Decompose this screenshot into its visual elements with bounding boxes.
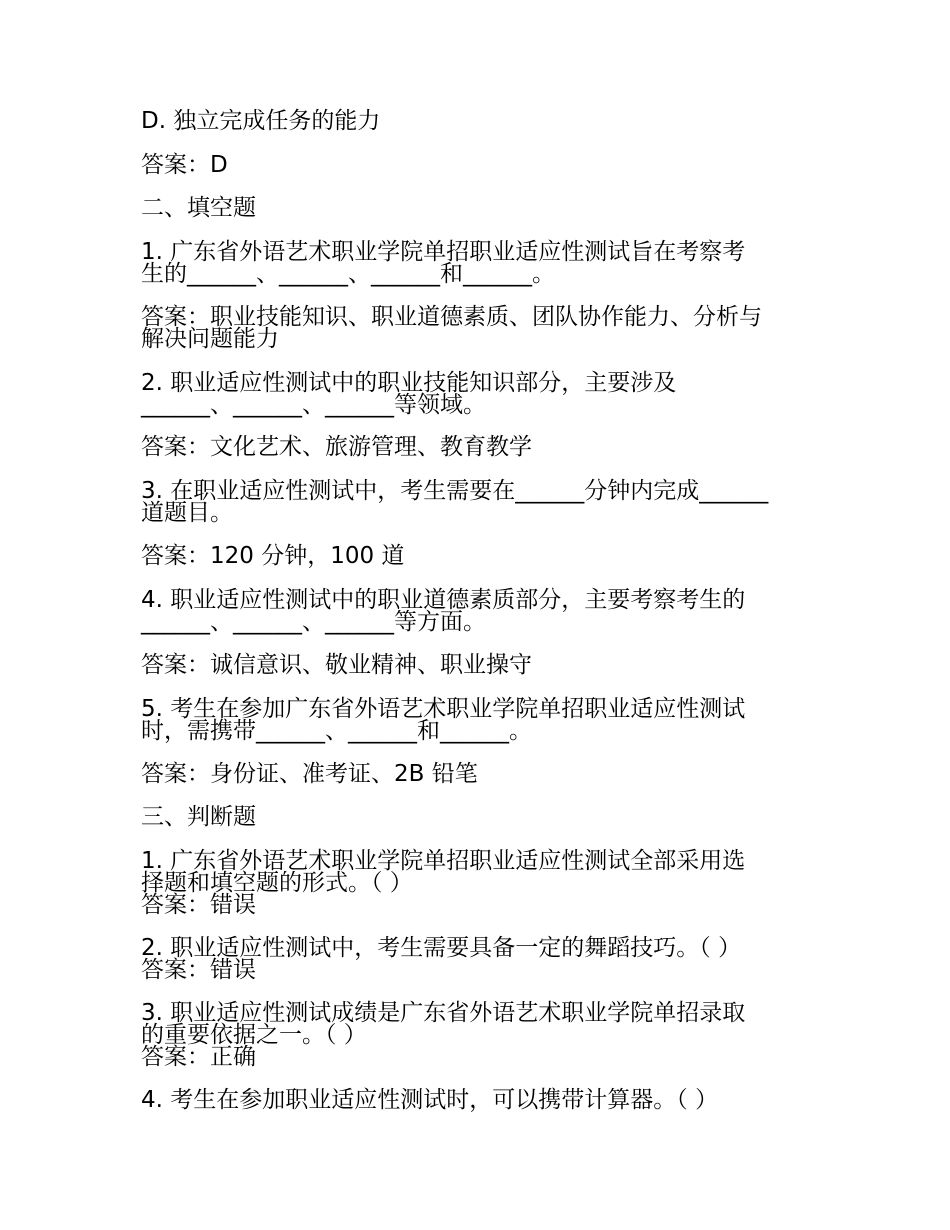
option-d-line: D. 独立完成任务的能力 bbox=[141, 108, 381, 134]
question-fill-2-line-1: 2. 职业适应性测试中的职业技能知识部分，主要涉及 bbox=[141, 370, 677, 396]
answer-fill-5: 答案：身份证、准考证、2B 铅笔 bbox=[141, 761, 478, 787]
question-tf-1-line-1: 1. 广东省外语艺术职业学院单招职业适应性测试全部采用选 bbox=[141, 848, 746, 874]
section-heading-fill-blank: 二、填空题 bbox=[141, 195, 256, 221]
question-fill-5-line-1: 5. 考生在参加广东省外语艺术职业学院单招职业适应性测试 bbox=[141, 696, 746, 722]
question-fill-4-line-1: 4. 职业适应性测试中的职业道德素质部分，主要考察考生的 bbox=[141, 587, 746, 613]
question-tf-4: 4. 考生在参加职业适应性测试时，可以携带计算器。（ ） bbox=[141, 1087, 719, 1113]
answer-tf-1: 答案：错误 bbox=[141, 892, 256, 918]
section-heading-true-false: 三、判断题 bbox=[141, 804, 256, 830]
answer-line: 答案：D bbox=[141, 152, 228, 178]
question-fill-3-line-2: 道题目。 bbox=[141, 500, 233, 526]
question-fill-1-line-1: 1. 广东省外语艺术职业学院单招职业适应性测试旨在考察考 bbox=[141, 239, 746, 265]
answer-tf-2: 答案：错误 bbox=[141, 957, 256, 983]
question-tf-2: 2. 职业适应性测试中，考生需要具备一定的舞蹈技巧。（ ） bbox=[141, 935, 742, 961]
answer-fill-1-line-1: 答案：职业技能知识、职业道德素质、团队协作能力、分析与 bbox=[141, 304, 762, 330]
answer-fill-1-line-2: 解决问题能力 bbox=[141, 326, 279, 352]
answer-fill-2: 答案：文化艺术、旅游管理、教育教学 bbox=[141, 434, 532, 460]
question-fill-2-line-2: ______、______、______等领域。 bbox=[141, 392, 486, 418]
question-tf-3-line-2: 的重要依据之一。（ ） bbox=[141, 1022, 367, 1048]
question-fill-4-line-2: ______、______、______等方面。 bbox=[141, 609, 486, 635]
question-fill-1-line-2: 生的______、______、______和______。 bbox=[141, 261, 555, 287]
answer-tf-3: 答案：正确 bbox=[141, 1044, 256, 1070]
answer-fill-4: 答案：诚信意识、敬业精神、职业操守 bbox=[141, 652, 532, 678]
question-tf-3-line-1: 3. 职业适应性测试成绩是广东省外语艺术职业学院单招录取 bbox=[141, 1000, 746, 1026]
question-fill-3-line-1: 3. 在职业适应性测试中，考生需要在______分钟内完成______ bbox=[141, 478, 769, 504]
question-fill-5-line-2: 时，需携带______、______和______。 bbox=[141, 718, 532, 744]
answer-fill-3: 答案：120 分钟，100 道 bbox=[141, 543, 405, 569]
question-tf-1-line-2: 择题和填空题的形式。（ ） bbox=[141, 870, 413, 896]
